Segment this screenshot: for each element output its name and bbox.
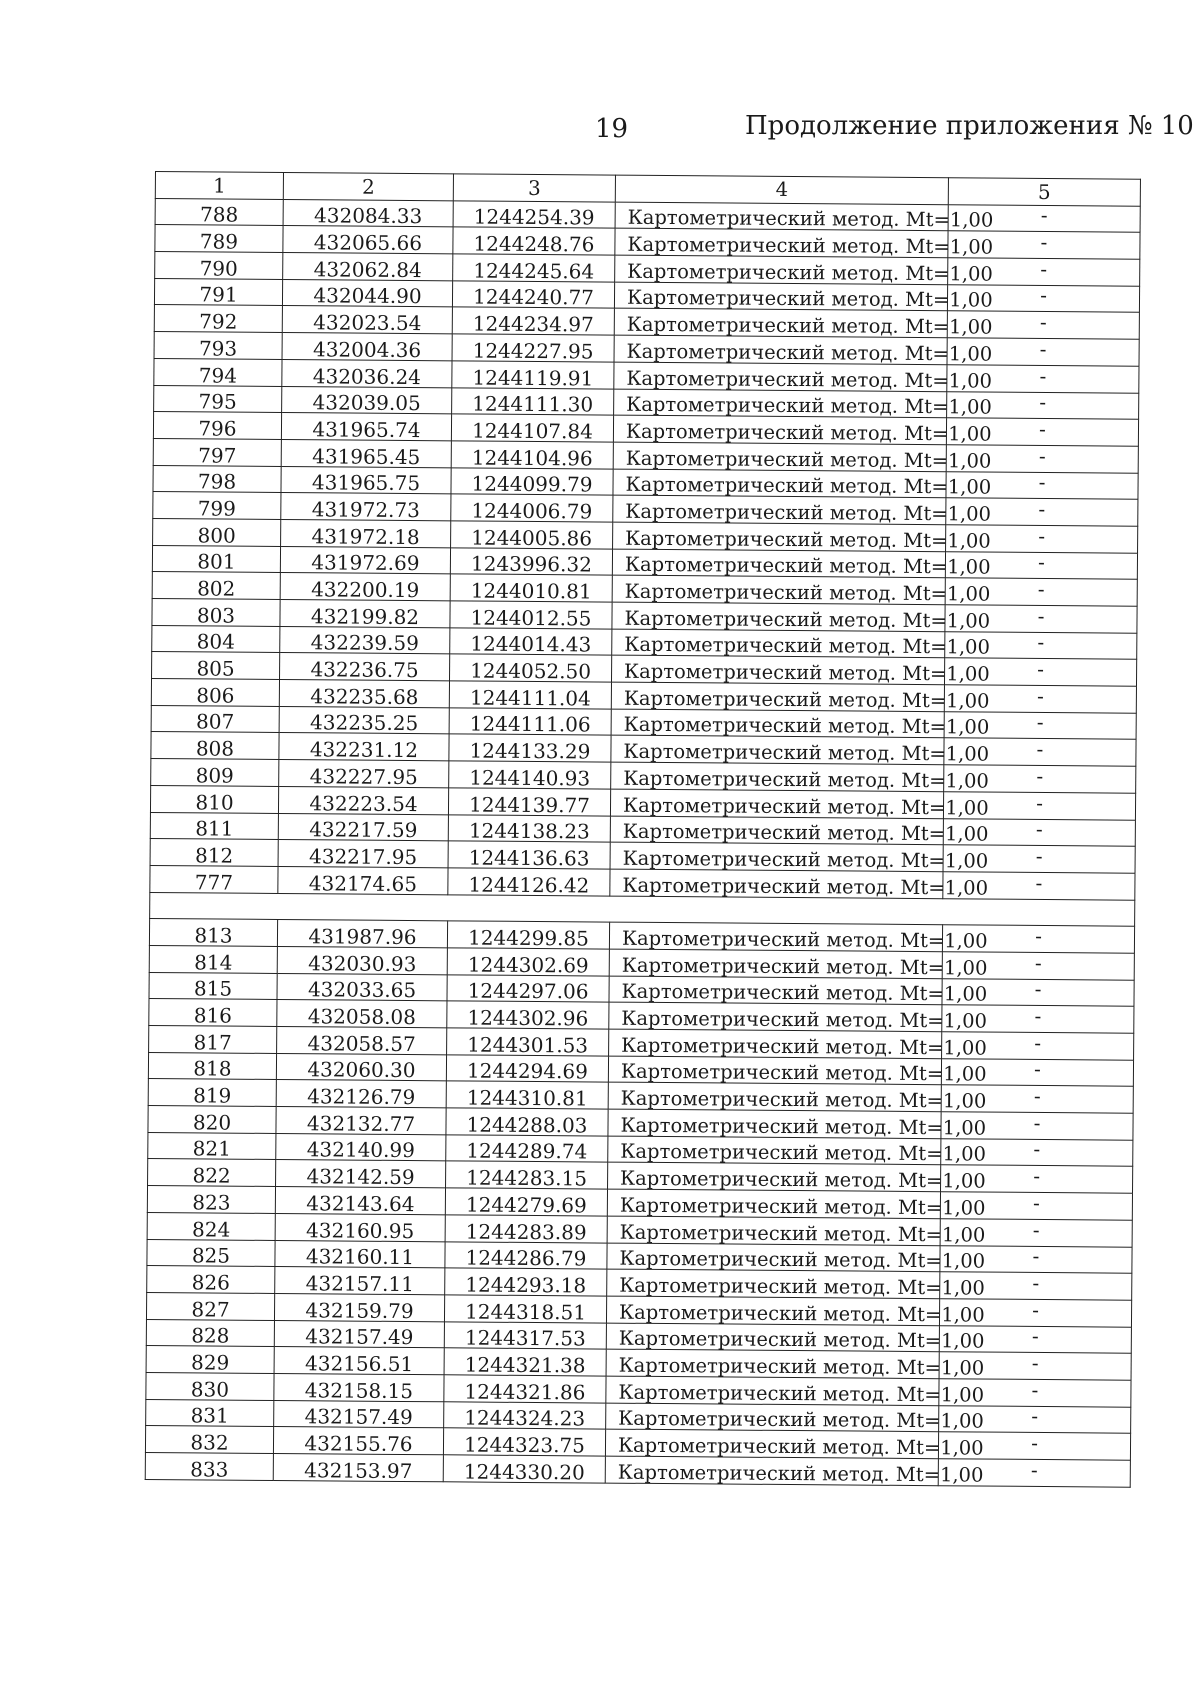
point-number-cell: 816 (149, 999, 277, 1027)
y-coordinate-cell: 1244240.77 (452, 281, 614, 309)
point-number-cell: 800 (153, 518, 281, 546)
method-cell: Картометрический метод. Mt=1,00 (611, 762, 944, 791)
note-dash: - (1037, 550, 1045, 575)
x-coordinate-cell: 432158.15 (274, 1373, 444, 1401)
point-number-cell: 793 (154, 332, 282, 360)
x-coordinate-cell: 432143.64 (275, 1187, 445, 1215)
note-dash: - (1037, 603, 1045, 628)
x-coordinate-cell: 432217.59 (278, 813, 448, 841)
y-coordinate-cell: 1244289.74 (446, 1135, 608, 1163)
note-dash: - (1035, 843, 1043, 868)
method-cell: Картометрический метод. Mt=1,00 (605, 1429, 938, 1458)
x-coordinate-cell: 431965.74 (281, 413, 451, 441)
point-number-cell: 829 (146, 1346, 274, 1374)
note-dash: - (1033, 1164, 1041, 1189)
y-coordinate-cell: 1244111.04 (449, 681, 611, 709)
header-cell: 4 (615, 175, 948, 204)
note-dash: - (1033, 1057, 1041, 1082)
point-number-cell: 810 (150, 785, 278, 813)
note-dash: - (1033, 1137, 1041, 1162)
method-cell: Картометрический метод. Mt=1,00 (613, 469, 946, 498)
note-dash: - (1036, 790, 1044, 815)
point-number-cell: 827 (146, 1292, 274, 1320)
method-cell: Картометрический метод. Mt=1,00 (611, 709, 944, 738)
x-coordinate-cell: 432062.84 (283, 253, 453, 281)
x-coordinate-cell: 432200.19 (280, 573, 450, 601)
y-coordinate-cell: 1244324.23 (444, 1401, 606, 1429)
method-cell: Картометрический метод. Mt=1,00 (615, 228, 948, 257)
x-coordinate-cell: 432065.66 (283, 226, 453, 254)
note-dash: - (1037, 630, 1045, 655)
note-dash: - (1032, 1217, 1040, 1242)
method-cell: Картометрический метод. Mt=1,00 (612, 549, 945, 578)
method-cell: Картометрический метод. Mt=1,00 (607, 1189, 940, 1218)
note-dash: - (1038, 443, 1046, 468)
point-number-cell: 824 (147, 1212, 275, 1240)
note-dash: - (1040, 283, 1048, 308)
point-number-cell: 789 (155, 225, 283, 253)
y-coordinate-cell: 1244254.39 (453, 201, 615, 229)
note-dash: - (1031, 1324, 1039, 1349)
point-number-cell: 802 (152, 572, 280, 600)
page-number: 19 (595, 114, 629, 144)
method-cell: Картометрический метод. Mt=1,00 (609, 1002, 942, 1031)
y-coordinate-cell: 1244136.63 (448, 841, 610, 869)
appendix-title: Продолжение приложения № 10 (745, 111, 1194, 141)
note-dash: - (1039, 336, 1047, 361)
x-coordinate-cell: 432142.59 (276, 1160, 446, 1188)
note-dash: - (1036, 683, 1044, 708)
method-cell: Картометрический метод. Mt=1,00 (609, 922, 942, 951)
note-dash: - (1040, 256, 1048, 281)
x-coordinate-cell: 432155.76 (273, 1427, 443, 1455)
y-coordinate-cell: 1244006.79 (451, 494, 613, 522)
y-coordinate-cell: 1244138.23 (448, 814, 610, 842)
note-dash: - (1032, 1297, 1040, 1322)
note-dash: - (1035, 870, 1043, 895)
x-coordinate-cell: 432223.54 (278, 786, 448, 814)
x-coordinate-cell: 432235.25 (279, 706, 449, 734)
method-cell: Картометрический метод. Mt=1,00 (607, 1269, 940, 1298)
method-cell: Картометрический метод. Mt=1,00 (607, 1216, 940, 1245)
note-dash: - (1031, 1404, 1039, 1429)
method-cell: Картометрический метод. Mt=1,00 (612, 629, 945, 658)
y-coordinate-cell: 1244302.69 (447, 948, 609, 976)
y-coordinate-cell: 1244286.79 (445, 1241, 607, 1269)
method-cell: Картометрический метод. Mt=1,00 (608, 1056, 941, 1085)
point-number-cell: 788 (155, 198, 283, 226)
y-coordinate-cell: 1244052.50 (450, 654, 612, 682)
method-cell: Картометрический метод. Mt=1,00 (614, 335, 947, 364)
y-coordinate-cell: 1244126.42 (448, 868, 610, 896)
y-coordinate-cell: 1244317.53 (444, 1321, 606, 1349)
method-cell: Картометрический метод. Mt=1,00 (605, 1456, 938, 1485)
y-coordinate-cell: 1244139.77 (448, 788, 610, 816)
method-cell: Картометрический метод. Mt=1,00 (608, 1109, 941, 1138)
y-coordinate-cell: 1244234.97 (452, 307, 614, 335)
point-number-cell: 813 (149, 919, 277, 947)
x-coordinate-cell: 432126.79 (276, 1080, 446, 1108)
point-number-cell: 794 (154, 358, 282, 386)
method-cell: Картометрический метод. Mt=1,00 (614, 282, 947, 311)
point-number-cell: 833 (145, 1452, 273, 1480)
header-cell: 2 (283, 173, 453, 201)
point-number-cell: 826 (147, 1266, 275, 1294)
y-coordinate-cell: 1244323.75 (443, 1428, 605, 1456)
method-cell: Картометрический метод. Mt=1,00 (609, 949, 942, 978)
method-cell: Картометрический метод. Mt=1,00 (612, 575, 945, 604)
point-number-cell: 823 (147, 1186, 275, 1214)
method-cell: Картометрический метод. Mt=1,00 (606, 1403, 939, 1432)
y-coordinate-cell: 1244283.89 (445, 1215, 607, 1243)
x-coordinate-cell: 432160.11 (275, 1240, 445, 1268)
x-coordinate-cell: 432058.57 (277, 1026, 447, 1054)
point-number-cell: 799 (153, 492, 281, 520)
y-coordinate-cell: 1244005.86 (451, 521, 613, 549)
y-coordinate-cell: 1244310.81 (446, 1081, 608, 1109)
header-cell: 3 (453, 174, 615, 202)
note-dash: - (1039, 416, 1046, 441)
y-coordinate-cell: 1244104.96 (451, 441, 613, 469)
x-coordinate-cell: 432039.05 (282, 386, 452, 414)
y-coordinate-cell: 1244321.38 (444, 1348, 606, 1376)
point-number-cell: 805 (152, 652, 280, 680)
x-coordinate-cell: 432157.49 (274, 1320, 444, 1348)
point-number-cell: 797 (153, 438, 281, 466)
x-coordinate-cell: 432153.97 (273, 1453, 443, 1481)
note-dash: - (1033, 1083, 1041, 1109)
point-number-cell: 830 (146, 1372, 274, 1400)
method-cell: Картометрический метод. Mt=1,00 (612, 602, 945, 631)
point-number-cell: 832 (145, 1426, 273, 1454)
note-dash: - (1037, 657, 1045, 682)
method-cell: Картометрический метод. Mt=1,00 (611, 736, 944, 765)
x-coordinate-cell: 432156.51 (274, 1347, 444, 1375)
y-coordinate-cell: 1244140.93 (449, 761, 611, 789)
method-cell: Картометрический метод. Mt=1,00 (606, 1376, 939, 1405)
point-number-cell: 811 (150, 812, 278, 840)
x-coordinate-cell: 432044.90 (282, 279, 452, 307)
point-number-cell: 817 (149, 1025, 277, 1053)
point-number-cell: 831 (146, 1399, 274, 1427)
method-cell: Картометрический метод. Mt=1,00 (609, 976, 942, 1005)
point-number-cell: 825 (147, 1239, 275, 1267)
y-coordinate-cell: 1244245.64 (453, 254, 615, 282)
y-coordinate-cell: 1244014.43 (450, 628, 612, 656)
method-cell: Картометрический метод. Mt=1,00 (610, 789, 943, 818)
method-cell: Картометрический метод. Mt=1,00 (615, 202, 948, 231)
note-dash: - (1035, 817, 1043, 842)
header-cell: 1 (155, 172, 283, 200)
method-cell: Картометрический метод. Mt=1,00 (606, 1349, 939, 1378)
y-coordinate-cell: 1244297.06 (447, 974, 609, 1002)
note-dash: - (1040, 203, 1048, 228)
y-coordinate-cell: 1244119.91 (452, 361, 614, 389)
method-cell: Картометрический метод. Mt=1,00 (610, 816, 943, 845)
y-coordinate-cell: 1244294.69 (446, 1055, 608, 1083)
x-coordinate-cell: 432036.24 (282, 359, 452, 387)
x-coordinate-cell: 432160.95 (275, 1213, 445, 1241)
method-cell: Картометрический метод. Mt=1,00 (610, 842, 943, 871)
point-number-cell: 820 (148, 1106, 276, 1134)
x-coordinate-cell: 432058.08 (277, 1000, 447, 1028)
point-number-cell: 815 (149, 972, 277, 1000)
x-coordinate-cell: 432030.93 (277, 946, 447, 974)
coordinates-table (145, 171, 1141, 1487)
x-coordinate-cell: 432236.75 (280, 653, 450, 681)
note-dash: - (1040, 230, 1048, 255)
x-coordinate-cell: 432239.59 (280, 626, 450, 654)
x-coordinate-cell: 432157.11 (275, 1267, 445, 1295)
note-dash: - (1039, 363, 1047, 388)
y-coordinate-cell: 1244318.51 (444, 1295, 606, 1323)
y-coordinate-cell: 1244301.53 (447, 1028, 609, 1056)
x-coordinate-cell: 431965.45 (281, 439, 451, 467)
point-number-cell: 812 (150, 839, 278, 867)
x-coordinate-cell: 432157.49 (274, 1400, 444, 1428)
point-number-cell: 795 (154, 385, 282, 413)
note-dash: - (1039, 390, 1047, 415)
x-coordinate-cell: 432060.30 (276, 1053, 446, 1081)
method-cell: Картометрический метод. Mt=1,00 (613, 522, 946, 551)
note-dash: - (1031, 1350, 1039, 1375)
method-cell: Картометрический метод. Mt=1,00 (611, 655, 944, 684)
point-number-cell: 809 (151, 759, 279, 787)
method-cell: Картометрический метод. Mt=1,00 (608, 1082, 941, 1111)
y-coordinate-cell: 1244293.18 (445, 1268, 607, 1296)
note-dash: - (1032, 1270, 1040, 1295)
y-coordinate-cell: 1244321.86 (444, 1375, 606, 1403)
point-number-cell: 791 (154, 278, 282, 306)
y-coordinate-cell: 1244299.85 (447, 921, 609, 949)
y-coordinate-cell: 1244227.95 (452, 334, 614, 362)
coordinates-table-wrapper (145, 171, 1140, 1487)
method-cell: Картометрический метод. Mt=1,00 (610, 869, 943, 898)
point-number-cell: 792 (154, 305, 282, 333)
method-cell: Картометрический метод. Mt=1,00 (613, 442, 946, 471)
x-coordinate-cell: 431987.96 (277, 920, 447, 948)
x-coordinate-cell: 432174.65 (278, 866, 448, 894)
note-dash: - (1038, 470, 1046, 495)
x-coordinate-cell: 432231.12 (279, 733, 449, 761)
x-coordinate-cell: 432084.33 (283, 199, 453, 227)
method-cell: Картометрический метод. Mt=1,00 (611, 682, 944, 711)
table-body (145, 172, 1140, 1487)
y-coordinate-cell: 1244099.79 (451, 467, 613, 495)
method-cell: Картометрический метод. Mt=1,00 (607, 1243, 940, 1272)
note-dash: - (1035, 923, 1042, 948)
point-number-cell: 796 (153, 412, 281, 440)
point-number-cell: 818 (148, 1052, 276, 1080)
method-cell: Картометрический метод. Mt=1,00 (608, 1163, 941, 1192)
x-coordinate-cell: 432033.65 (277, 973, 447, 1001)
note-dash: - (1039, 310, 1047, 335)
note-dash: - (1030, 1457, 1038, 1482)
point-number-cell: 790 (155, 252, 283, 280)
note-dash: - (1034, 1030, 1042, 1055)
y-coordinate-cell: 1244248.76 (453, 227, 615, 255)
note-dash: - (1034, 977, 1042, 1002)
point-number-cell: 819 (148, 1079, 276, 1107)
method-cell: Картометрический метод. Mt=1,00 (614, 309, 947, 338)
method-cell: Картометрический метод. Mt=1,00 (615, 255, 948, 284)
point-number-cell: 803 (152, 598, 280, 626)
y-coordinate-cell: 1244107.84 (451, 414, 613, 442)
y-coordinate-cell: 1244330.20 (443, 1455, 605, 1483)
note-dash: - (1032, 1244, 1040, 1269)
note-dash: - (1038, 523, 1046, 548)
method-cell: Картометрический метод. Mt=1,00 (613, 415, 946, 444)
note-dash: - (1034, 950, 1042, 975)
note-dash: - (1037, 576, 1045, 601)
y-coordinate-cell: 1244012.55 (450, 601, 612, 629)
point-number-cell: 806 (151, 679, 279, 707)
point-number-cell: 828 (146, 1319, 274, 1347)
y-coordinate-cell: 1244283.15 (446, 1161, 608, 1189)
point-number-cell: 807 (151, 705, 279, 733)
x-coordinate-cell: 432199.82 (280, 599, 450, 627)
y-coordinate-cell: 1244288.03 (446, 1108, 608, 1136)
x-coordinate-cell: 432227.95 (279, 760, 449, 788)
x-coordinate-cell: 432235.68 (279, 680, 449, 708)
note-dash: - (1036, 710, 1044, 735)
y-coordinate-cell: 1244010.81 (450, 574, 612, 602)
x-coordinate-cell: 431972.69 (280, 546, 450, 574)
x-coordinate-cell: 432023.54 (282, 306, 452, 334)
note-dash: - (1036, 763, 1044, 788)
point-number-cell: 801 (152, 545, 280, 573)
method-cell: Картометрический метод. Mt=1,00 (608, 1136, 941, 1165)
y-coordinate-cell: 1244111.30 (452, 387, 614, 415)
x-coordinate-cell: 432004.36 (282, 333, 452, 361)
x-coordinate-cell: 431972.18 (281, 519, 451, 547)
note-dash: - (1036, 737, 1044, 762)
note-dash: - (1033, 1110, 1041, 1135)
note-dash: - (1031, 1430, 1039, 1455)
point-number-cell: 821 (148, 1132, 276, 1160)
x-coordinate-cell: 432217.95 (278, 840, 448, 868)
method-cell: Картометрический метод. Mt=1,00 (613, 495, 946, 524)
note-dash: - (1031, 1377, 1039, 1402)
y-coordinate-cell: 1244133.29 (449, 734, 611, 762)
point-number-cell: 822 (148, 1159, 276, 1187)
y-coordinate-cell: 1243996.32 (450, 547, 612, 575)
note-dash: - (1032, 1190, 1040, 1215)
header-cell: 5 (948, 178, 1140, 206)
note-dash: - (1038, 496, 1046, 521)
note-dash: - (1034, 1003, 1042, 1028)
point-number-cell: 798 (153, 465, 281, 493)
point-number-cell: 808 (151, 732, 279, 760)
point-number-cell: 804 (152, 625, 280, 653)
y-coordinate-cell: 1244279.69 (445, 1188, 607, 1216)
y-coordinate-cell: 1244111.06 (449, 708, 611, 736)
x-coordinate-cell: 431965.75 (281, 466, 451, 494)
y-coordinate-cell: 1244302.96 (447, 1001, 609, 1029)
method-cell: Картометрический метод. Mt=1,00 (614, 362, 947, 391)
x-coordinate-cell: 432132.77 (276, 1107, 446, 1135)
method-cell: Картометрический метод. Mt=1,00 (606, 1323, 939, 1352)
method-cell: Картометрический метод. Mt=1,00 (614, 389, 947, 418)
x-coordinate-cell: 432140.99 (276, 1133, 446, 1161)
point-number-cell: 777 (150, 865, 278, 893)
x-coordinate-cell: 431972.73 (281, 493, 451, 521)
method-cell: Картометрический метод. Mt=1,00 (609, 1029, 942, 1058)
x-coordinate-cell: 432159.79 (274, 1293, 444, 1321)
method-cell: Картометрический метод. Mt=1,00 (606, 1296, 939, 1325)
point-number-cell: 814 (149, 945, 277, 973)
